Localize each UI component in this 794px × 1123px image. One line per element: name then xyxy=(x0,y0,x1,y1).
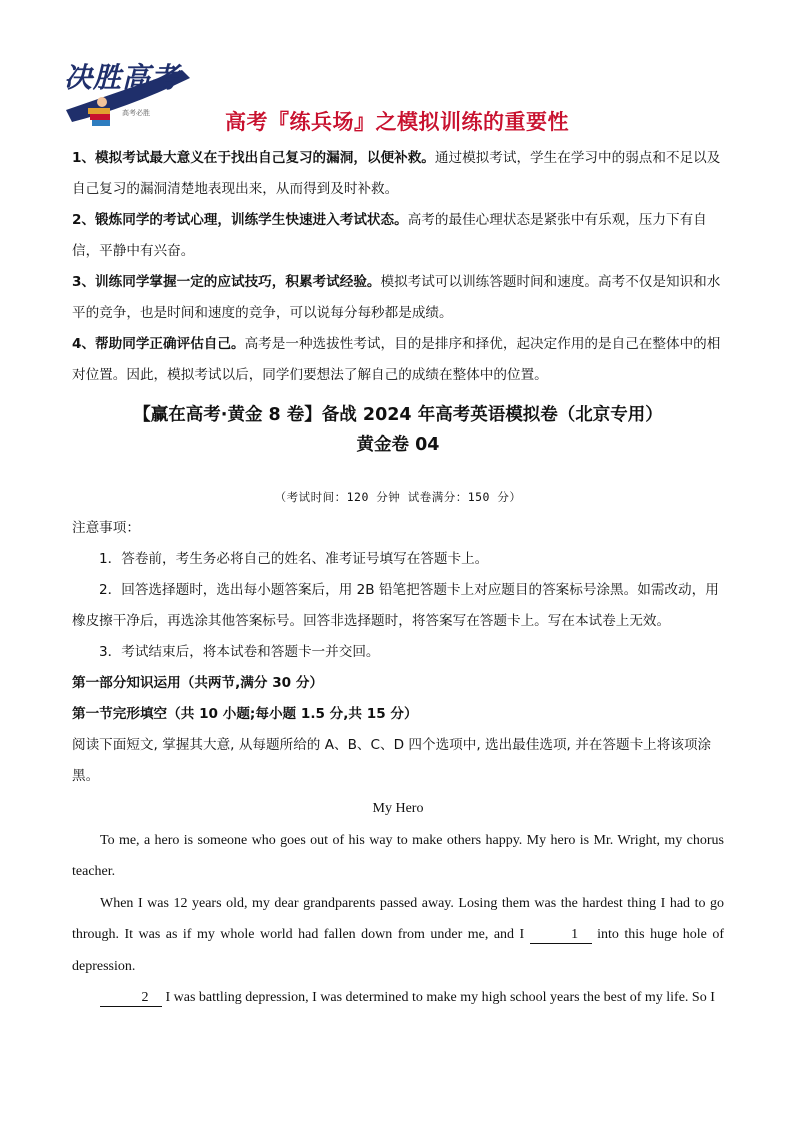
tip-bold: 4、帮助同学正确评估自己。 xyxy=(72,336,245,352)
tip-bold: 3、训练同学掌握一定的应试技巧，积累考试经验。 xyxy=(72,274,381,290)
tip-item xyxy=(72,267,724,329)
note-item: 2．回答选择题时，选出每小题答案后，用 2B 铅笔把答题卡上对应题目的答案标号涂黑。如需改动，用橡皮擦干净后，再选涂其他答案标号。回答非选择题时，将答案写在答题卡上。写在本试卷上无效。 xyxy=(72,582,719,629)
passage-title: My Hero xyxy=(372,801,424,816)
exam-title-line2: 黄金卷 04 xyxy=(356,435,440,455)
section-heading: 第一节完形填空（共 10 小题;每小题 1.5 分,共 15 分） xyxy=(72,706,418,722)
tip-item xyxy=(72,329,724,391)
exam-time-note: （考试时间：120 分钟 试卷满分：150 分） xyxy=(274,490,522,504)
note-item: 3．考试结束后，将本试卷和答题卡一并交回。 xyxy=(99,644,380,660)
passage-text: I was battling depression, I was determined to make my high school years the best of my life. So I xyxy=(165,990,715,1005)
exam-title xyxy=(72,400,724,460)
part-heading: 第一部分知识运用（共两节,满分 30 分） xyxy=(72,675,324,691)
tip-text: 高考的最佳心理状态是紧张中有乐观，压力下有自信，平静中有兴奋。 xyxy=(72,212,707,259)
passage-paragraph: To me, a hero is someone who goes out of his way to make others happy. My hero is Mr. Wright, my chorus teacher. xyxy=(72,832,724,879)
exam-title-line1: 【赢在高考·黄金 8 卷】备战 2024 年高考英语模拟卷（北京专用） xyxy=(133,405,663,425)
tip-text: 高考是一种选拔性考试，目的是排序和择优，起决定作用的是自己在整体中的相对位置。因此，模拟考试以后，同学们要想法了解自己的成绩在整体中的位置。 xyxy=(72,336,721,383)
section-instruction: 阅读下面短文, 掌握其大意, 从每题所给的 A、B、C、D 四个选项中, 选出最佳选项, 并在答题卡上将该项涂黑。 xyxy=(72,737,712,784)
tips-list xyxy=(72,143,724,391)
tip-bold: 1、模拟考试最大意义在于找出自己复习的漏洞，以便补救。 xyxy=(72,150,435,166)
tip-text: 模拟考试可以训练答题时间和速度。高考不仅是知识和水平的竞争，也是时间和速度的竞争，可以说每分每秒都是成绩。 xyxy=(72,274,721,321)
tip-text: 通过模拟考试，学生在学习中的弱点和不足以及自己复习的漏洞清楚地表现出来，从而得到及时补救。 xyxy=(72,150,721,197)
tip-item xyxy=(72,205,724,267)
exam-notes xyxy=(72,513,724,792)
passage-paragraph xyxy=(72,888,724,983)
logo-subtext: 高考必胜 xyxy=(122,109,150,117)
note-item: 1．答卷前，考生务必将自己的姓名、准考证号填写在答题卡上。 xyxy=(99,551,489,567)
logo-text: 决胜高考 xyxy=(64,61,181,94)
passage-text: into this huge hole of depression. xyxy=(72,927,725,974)
reading-passage xyxy=(72,793,724,1014)
passage-text: When I was 12 years old, my dear grandparents passed away. Losing them was the hardest thing I had to go through. It was as if my whole world had fallen down from under me, and I xyxy=(72,895,724,942)
passage-paragraph xyxy=(72,982,724,1014)
page-banner-title: 高考『练兵场』之模拟训练的重要性 xyxy=(225,110,569,134)
cloze-blank-2: 2 xyxy=(100,990,162,1007)
cloze-blank-1: 1 xyxy=(530,927,592,944)
tip-item xyxy=(72,143,724,205)
tip-bold: 2、锻炼同学的考试心理，训练学生快速进入考试状态。 xyxy=(72,212,408,228)
notes-heading: 注意事项： xyxy=(72,520,140,536)
